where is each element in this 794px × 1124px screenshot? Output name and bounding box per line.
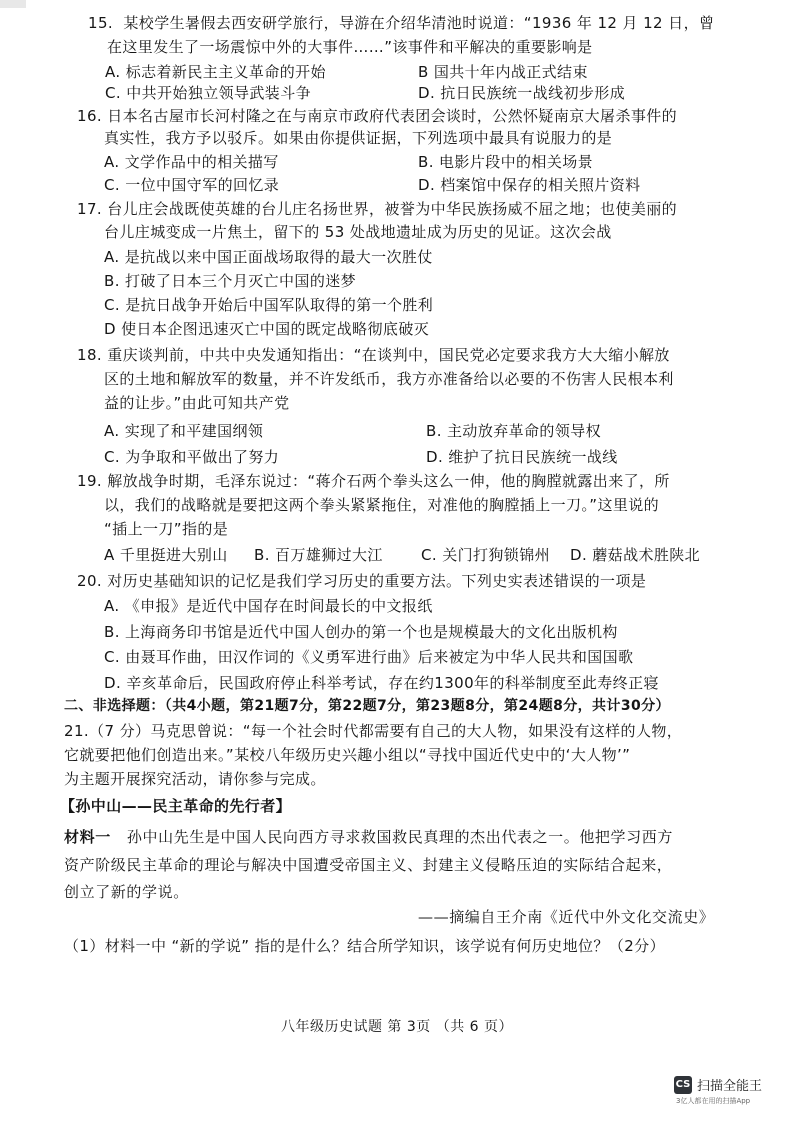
q16-option-b: B. 电影片段中的相关场景 xyxy=(418,153,594,171)
q19-option-b: B. 百万雄狮过大江 xyxy=(254,546,383,564)
q17-option-a: A. 是抗战以来中国正面战场取得的最大一次胜仗 xyxy=(104,248,433,266)
material-1-line-1: 材料一 孙中山先生是中国人民向西方寻求救国救民真理的杰出代表之一。他把学习西方 xyxy=(64,828,673,846)
q18-option-c: C. 为争取和平做出了努力 xyxy=(104,448,280,466)
q16-option-d: D. 档案馆中保存的相关照片资料 xyxy=(418,176,641,194)
q21-line-2: 它就要把他们创造出来。”某校八年级历史兴趣小组以“寻找中国近代史中的‘大人物’” xyxy=(64,746,631,764)
scanner-watermark xyxy=(674,1075,762,1094)
q19-option-a: A 千里挺进大别山 xyxy=(104,546,228,564)
q20-option-d: D. 辛亥革命后，民国政府停止科举考试，存在约1300年的科举制度至此寿终正寝 xyxy=(104,674,659,692)
q16-stem-line-1: 16. 日本名古屋市长河村隆之在与南京市政府代表团会谈时，公然怀疑南京大屠杀事件的 xyxy=(77,107,678,125)
q21-sub-question-1: （1）材料一中 “新的学说” 指的是什么？结合所学知识，该学说有何历史地位？（2分） xyxy=(64,937,665,955)
q21-line-3: 为主题开展探究活动，请你参与完成。 xyxy=(64,770,326,788)
material-1-source: ——摘编自王介南《近代中外文化交流史》 xyxy=(418,908,715,926)
q20-option-c: C. 由聂耳作曲，田汉作词的《义勇军进行曲》后来被定为中华人民共和国国歌 xyxy=(104,648,634,666)
q19-option-c: C. 关门打狗锁锦州 xyxy=(421,546,551,564)
material-1-line-3: 创立了新的学说。 xyxy=(64,883,189,901)
q16-option-a: A. 文学作品中的相关描写 xyxy=(104,153,279,171)
section-subtitle: 【孙中山——民主革命的先行者】 xyxy=(60,797,292,815)
q17-stem-line-1: 17. 台儿庄会战既使英雄的台儿庄名扬世界，被誉为中华民族扬威不屈之地；也使美丽的 xyxy=(77,200,678,218)
q18-option-d: D. 维护了抗日民族统一战线 xyxy=(426,448,618,466)
section-2-heading: 二、非选择题：（共4小题，第21题7分，第22题7分，第23题8分，第24题8分，共计30分） xyxy=(64,698,670,714)
q15-option-b: B 国共十年内战正式结束 xyxy=(418,63,588,81)
q18-option-a: A. 实现了和平建国纲领 xyxy=(104,422,264,440)
page-footer: 八年级历史试题 第 3页 （共 6 页） xyxy=(280,1019,514,1035)
q17-option-c: C. 是抗日战争开始后中国军队取得的第一个胜利 xyxy=(104,296,434,314)
q19-stem-line-2: 以，我们的战略就是要把这两个拳头紧紧拖住，对准他的胸膛插上一刀。”这里说的 xyxy=(104,496,660,514)
q20-option-b: B. 上海商务印书馆是近代中国人创办的第一个也是规模最大的文化出版机构 xyxy=(104,623,618,641)
material-1-line-2: 资产阶级民主革命的理论与解决中国遭受帝国主义、封建主义侵略压迫的实际结合起来， xyxy=(64,856,673,874)
q21-line-1: 21.（7 分）马克思曾说：“每一个社会时代都需要有自己的大人物，如果没有这样的人物， xyxy=(64,722,683,740)
q15-stem-line-2: 在这里发生了一场震惊中外的大事件……”该事件和平解决的重要影响是 xyxy=(107,38,593,56)
q15-stem-line-1: 15. 某校学生暑假去西安研学旅行，导游在介绍华清池时说道：“1936 年 12 月 12 日，曾 xyxy=(88,14,715,32)
q19-option-d: D. 蘑菇战术胜陕北 xyxy=(570,546,701,564)
scanner-app-name: 扫描全能王 xyxy=(697,1079,763,1094)
q18-stem-line-1: 18. 重庆谈判前，中共中央发通知指出：“在谈判中，国民党必定要求我方大大缩小解放 xyxy=(77,346,670,364)
q18-option-b: B. 主动放弃革命的领导权 xyxy=(426,422,602,440)
q16-option-c: C. 一位中国守军的回忆录 xyxy=(104,176,280,194)
q19-stem-line-1: 19. 解放战争时期，毛泽东说过：“蒋介石两个拳头这么一伸，他的胸膛就露出来了，所 xyxy=(77,472,670,490)
q20-stem-line-1: 20. 对历史基础知识的记忆是我们学习历史的重要方法。下列史实表述错误的一项是 xyxy=(77,572,647,590)
material-1-label: 材料一 xyxy=(64,828,111,846)
q17-stem-line-2: 台儿庄城变成一片焦土，留下的 53 处战地遗址成为历史的见证。这次会战 xyxy=(104,223,612,241)
q18-stem-line-2: 区的土地和解放军的数量，并不许发纸币，我方亦准备给以必要的不伤害人民根本利 xyxy=(104,370,674,388)
q15-option-d: D. 抗日民族统一战线初步形成 xyxy=(418,84,626,102)
q15-option-a: A. 标志着新民主主义革命的开始 xyxy=(105,63,326,81)
camscanner-logo-icon: CS xyxy=(674,1076,692,1094)
q17-option-b: B. 打破了日本三个月灭亡中国的迷梦 xyxy=(104,272,357,290)
q20-option-a: A. 《申报》是近代中国存在时间最长的中文报纸 xyxy=(104,597,433,615)
q18-stem-line-3: 益的让步。”由此可知共产党 xyxy=(104,394,290,412)
q17-option-d: D 使日本企图迅速灭亡中国的既定战略彻底破灭 xyxy=(104,320,430,338)
q16-stem-line-2: 真实性，我方予以驳斥。如果由你提供证据，下列选项中最具有说服力的是 xyxy=(104,129,613,147)
scanner-tagline: 3亿人都在用的扫描App xyxy=(676,1097,751,1105)
q19-stem-line-3: “插上一刀”指的是 xyxy=(104,520,229,538)
scan-artifact xyxy=(0,0,26,8)
q15-option-c: C. 中共开始独立领导武装斗争 xyxy=(105,84,312,102)
